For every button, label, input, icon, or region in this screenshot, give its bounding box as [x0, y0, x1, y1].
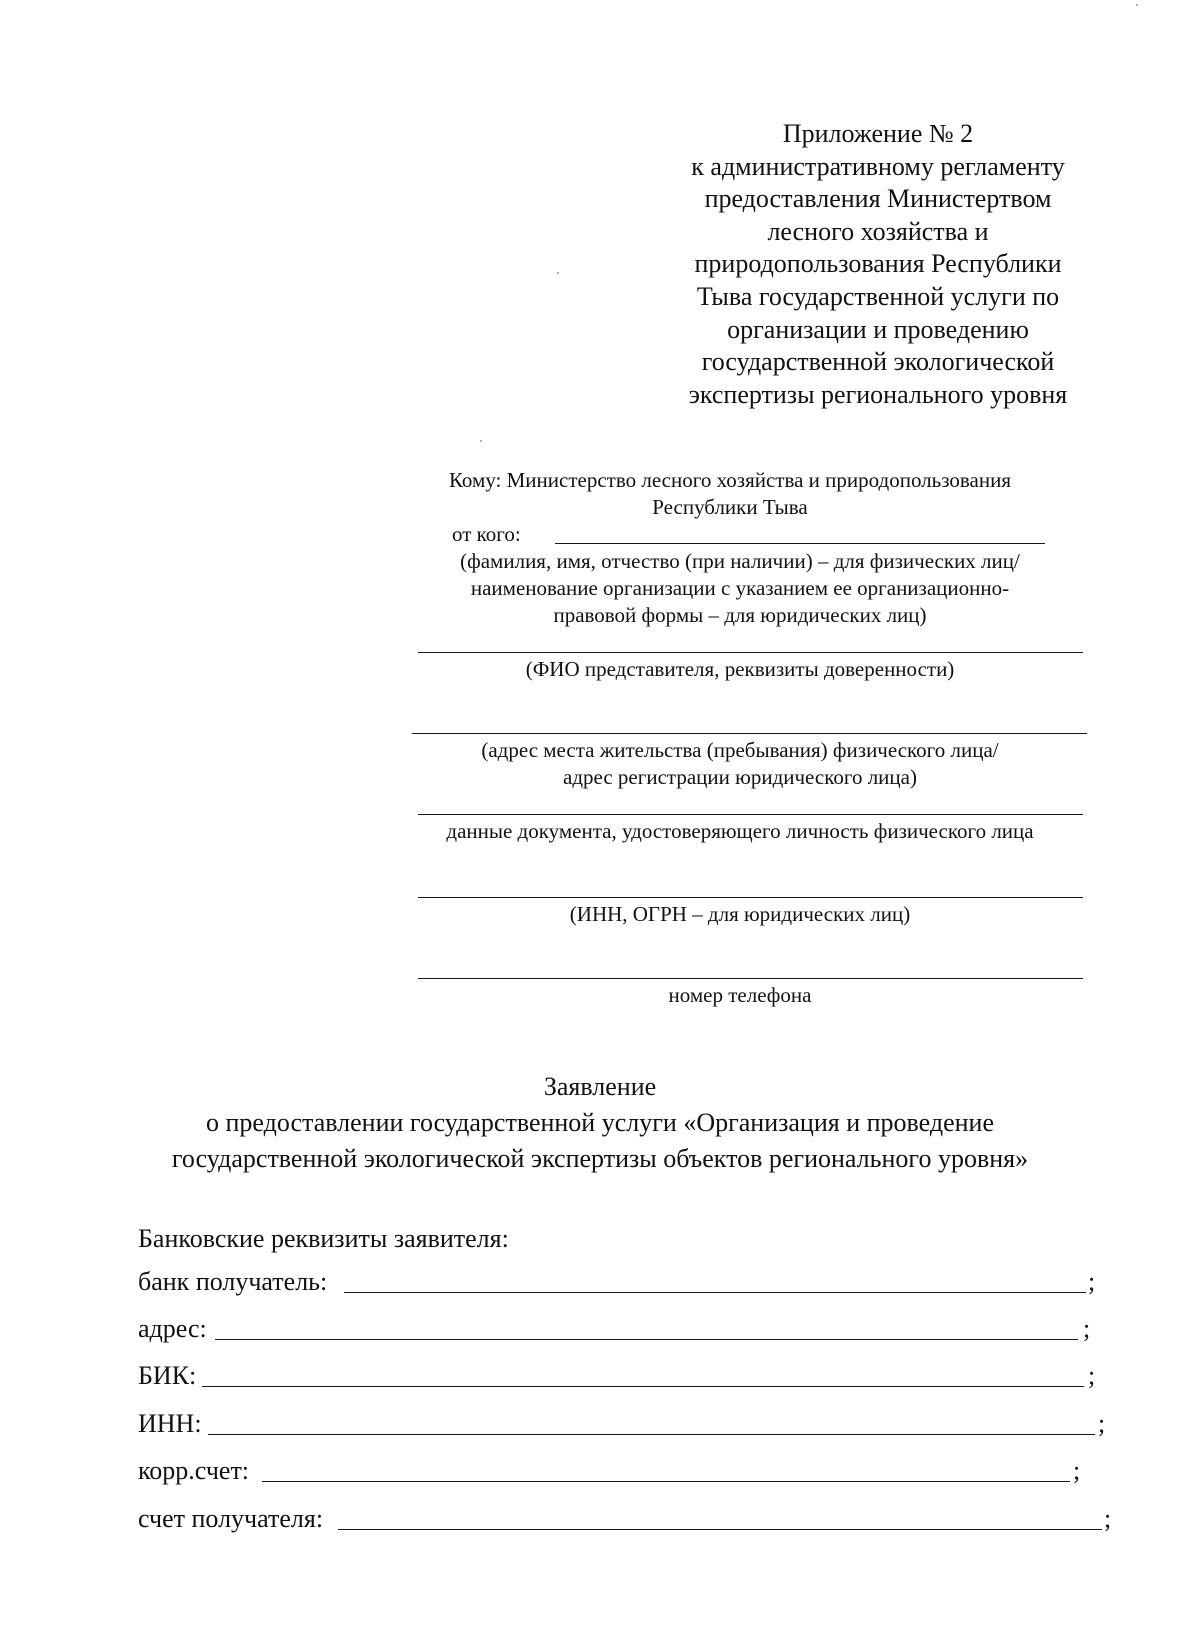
bank-field-input[interactable]	[215, 1339, 1078, 1340]
appendix-line: государственной экологической	[701, 347, 1055, 377]
bank-field-label: ИНН:	[138, 1409, 202, 1438]
bank-field-label: адрес:	[138, 1314, 207, 1343]
scan-speck	[480, 440, 482, 442]
from-label: от кого:	[452, 522, 521, 546]
bank-field-end: ;	[1088, 1267, 1096, 1296]
statement-subtitle-line: о предоставлении государственной услуги «Организация и проведение	[205, 1108, 995, 1137]
phone-underline[interactable]	[418, 978, 1083, 979]
inn-underline[interactable]	[418, 897, 1083, 898]
from-hint-line: наименование организации с указанием ее организационно-	[470, 576, 1010, 600]
bank-field-end: ;	[1088, 1361, 1096, 1390]
inn-hint: (ИНН, ОГРН – для юридических лиц)	[569, 902, 911, 926]
bank-field-label: БИК:	[138, 1361, 197, 1390]
bank-field-recipient-bank	[138, 1266, 1098, 1300]
addressee-to-line: Кому: Министерство лесного хозяйства и природопользования	[448, 468, 1012, 492]
appendix-line: к административному регламенту	[691, 151, 1065, 181]
representative-hint: (ФИО представителя, реквизиты доверенности)	[525, 657, 955, 681]
bank-field-label: банк получатель:	[138, 1267, 328, 1296]
bank-field-input[interactable]	[202, 1386, 1084, 1387]
bank-field-corr-account	[138, 1455, 1098, 1489]
appendix-line: предоставления Министертвом	[704, 184, 1052, 214]
bank-details-heading: Банковские реквизиты заявителя:	[138, 1224, 509, 1253]
appendix-line: экспертизы регионального уровня	[688, 379, 1068, 409]
bank-field-inn	[138, 1408, 1106, 1442]
identity-hint: данные документа, удостоверяющего личность физического лица	[446, 819, 1034, 843]
appendix-line: Приложение № 2	[782, 119, 974, 148]
bank-field-label: корр.счет:	[138, 1456, 250, 1485]
bank-field-end: ;	[1098, 1409, 1106, 1438]
scan-speck	[1136, 4, 1138, 6]
identity-underline[interactable]	[418, 814, 1083, 815]
bank-field-recipient-account	[138, 1503, 1118, 1537]
statement-subtitle-line: государственной экологической экспертизы объектов регионального уровня»	[171, 1144, 1029, 1173]
addressee-to-line: Республики Тыва	[652, 495, 808, 519]
address-hint-line: (адрес места жительства (пребывания) физического лица/	[481, 738, 999, 762]
appendix-header	[658, 118, 1098, 411]
bank-field-end: ;	[1073, 1456, 1081, 1485]
bank-field-input[interactable]	[338, 1529, 1102, 1530]
bank-field-end: ;	[1083, 1314, 1091, 1343]
bank-field-input[interactable]	[208, 1434, 1095, 1435]
appendix-line: лесного хозяйства и	[767, 216, 989, 246]
address-underline[interactable]	[412, 733, 1087, 734]
appendix-line: природопользования Республики	[694, 249, 1062, 279]
bank-field-input[interactable]	[344, 1292, 1086, 1293]
bank-field-label: счет получателя:	[138, 1504, 324, 1533]
bank-field-address	[138, 1313, 1098, 1347]
from-hint-line: правовой формы – для юридических лиц)	[553, 603, 927, 627]
appendix-line: Тыва государственной услуги по	[696, 281, 1060, 311]
appendix-line: организации и проведению	[727, 314, 1029, 344]
from-underline[interactable]	[555, 543, 1045, 544]
address-hint-line: адрес регистрации юридического лица)	[563, 765, 917, 789]
phone-hint: номер телефона	[668, 983, 812, 1007]
bank-field-end: ;	[1104, 1504, 1112, 1533]
bank-field-input[interactable]	[262, 1481, 1070, 1482]
from-hint-line: (фамилия, имя, отчество (при наличии) – для физических лиц/	[460, 549, 1020, 573]
scan-speck	[557, 272, 559, 274]
statement-title: Заявление	[543, 1072, 657, 1101]
representative-underline[interactable]	[418, 652, 1083, 653]
bank-field-bik	[138, 1360, 1098, 1394]
